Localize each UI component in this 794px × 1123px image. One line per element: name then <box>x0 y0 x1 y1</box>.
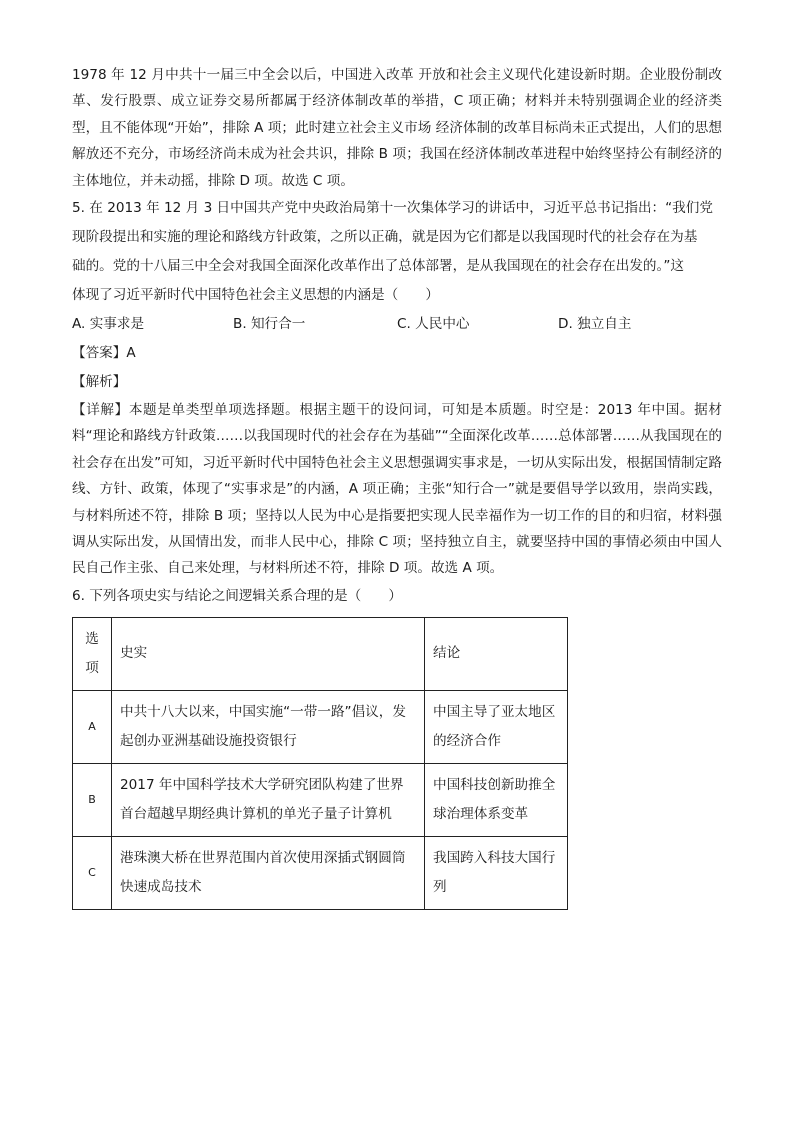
question-6-stem: 6. 下列各项史实与结论之间逻辑关系合理的是（ ） <box>72 587 402 604</box>
row-conclusion: 我国跨入科技大国行列 <box>425 836 568 909</box>
answer-value: A <box>126 345 136 362</box>
answer-row <box>72 339 722 368</box>
table-header-row <box>73 617 568 690</box>
table-row <box>73 836 568 909</box>
question-5-options <box>72 310 722 339</box>
row-fact: 港珠澳大桥在世界范围内首次使用深插式钢圆筒快速成岛技术 <box>112 836 425 909</box>
option-d[interactable]: D. 独立自主 <box>558 316 632 333</box>
option-c[interactable]: C. 人民中心 <box>397 316 470 333</box>
answer-label: 【答案】 <box>72 345 127 362</box>
analysis-label: 【解析】 <box>72 374 127 391</box>
document-page <box>72 62 722 910</box>
table-row <box>73 690 568 763</box>
option-a[interactable]: A. 实事求是 <box>72 316 145 333</box>
header-fact: 史实 <box>112 617 425 690</box>
question-5-stem-line-2: 现阶段提出和实施的理论和路线方针政策，之所以正确，就是因为它们都是以我国现时代的社会存在为基 <box>72 229 698 246</box>
previous-answer-explanation: 1978 年 12 月中共十一届三中全会以后，中国进入改革 开放和社会主义现代化建设新时期。企业股份制改革、发行股票、成立证券交易所都属于经济体制改革的举措，C 项正确；材料并未特别强调企业的经济类型，且不能体现“开始”，排除 A 项；此时建立社会主义市场 经济体制的改革目标尚未正式提出，人们的思想解放还不充分，市场经济尚未成为社会共识，排除 B 项；我国在经济体制改革进程中始终坚持公有制经济的主体地位，并未动摇，排除 D 项。故选 C 项。 <box>72 67 722 189</box>
question-5-stem-line-4: 体现了习近平新时代中国特色社会主义思想的内涵是（ ） <box>72 287 440 304</box>
row-fact: 2017 年中国科学技术大学研究团队构建了世界首台超越早期经典计算机的单光子量子计算机 <box>112 763 425 836</box>
question-5-detail: 【详解】本题是单类型单项选择题。根据主题干的设问词，可知是本质题。时空是：2013 年中国。据材料“理论和路线方针政策……以我国现时代的社会存在为基础”“全面深化改革……总体部署……从我国现在的社会存在出发”可知，习近平新时代中国特色社会主义思想强调实事求是，一切从实际出发，根据国情制定路线、方针、政策，体现了“实事求是”的内涵，A 项正确；主张“知行合一”就是要倡导学以致用，崇尚实践，与材料所述不符，排除 B 项；坚持以人民为中心是指要把实现人民幸福作为一切工作的目的和归宿，材料强调从实际出发，从国情出发，而非人民中心，排除 C 项；坚持独立自主，就要坚持中国的事情必须由中国人民自己作主张、自己来处理，与材料所述不符，排除 D 项。故选 A 项。 <box>72 402 722 577</box>
row-conclusion: 中国主导了亚太地区的经济合作 <box>425 690 568 763</box>
row-option: B <box>73 763 112 836</box>
header-conclusion: 结论 <box>425 617 568 690</box>
table-row <box>73 763 568 836</box>
question-5-stem-line-1: 5. 在 2013 年 12 月 3 日中国共产党中央政治局第十一次集体学习的讲话中，习近平总书记指出：“我们党 <box>72 200 713 217</box>
row-conclusion: 中国科技创新助推全球治理体系变革 <box>425 763 568 836</box>
row-option: A <box>73 690 112 763</box>
row-fact: 中共十八大以来，中国实施“一带一路”倡议，发起创办亚洲基础设施投资银行 <box>112 690 425 763</box>
question-5-stem-line-3: 础的。党的十八届三中全会对我国全面深化改革作出了总体部署，是从我国现在的社会存在出发的。”这 <box>72 258 684 275</box>
option-b[interactable]: B. 知行合一 <box>233 316 306 333</box>
question-6-table <box>72 617 568 910</box>
header-option: 选项 <box>73 617 112 690</box>
row-option: C <box>73 836 112 909</box>
